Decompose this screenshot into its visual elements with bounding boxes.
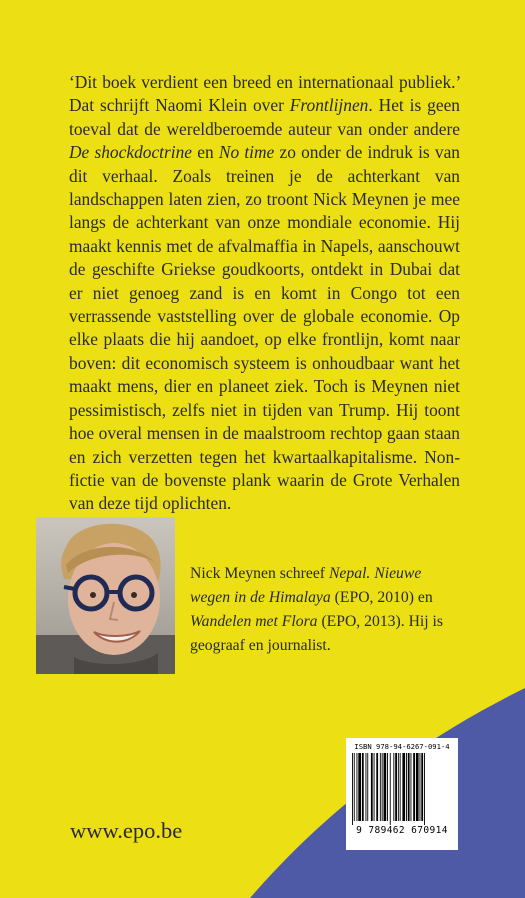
website-link[interactable]: www.epo.be: [70, 818, 183, 843]
bio-text-1: Nick Meynen schreef: [190, 565, 329, 582]
blurb-text-2: . Het is geen toeval dat de wereldberoemde auteur van onder andere: [69, 95, 460, 139]
barcode-bar: [413, 753, 415, 821]
barcode-bar: [354, 753, 355, 821]
blurb-quote: ‘Dit boek verdient een breed en internationaal publiek.’: [69, 72, 460, 92]
barcode-number: 9 789462 670914: [356, 825, 448, 836]
barcode-bar: [411, 753, 412, 821]
bio-text-2: (EPO, 2010) en: [330, 589, 433, 606]
barcode-bar: [420, 753, 421, 821]
blurb-text: [69, 71, 460, 516]
barcode-bar: [402, 753, 405, 821]
barcode-bar: [366, 753, 367, 821]
barcode-bar: [371, 753, 373, 821]
barcode-bar: [424, 753, 425, 825]
barcode-bar: [416, 753, 419, 821]
author-bio: [190, 562, 458, 658]
barcode-bar: [406, 753, 407, 821]
barcode-bar: [398, 753, 399, 821]
author-portrait-illustration: [36, 517, 175, 674]
barcode-bar: [362, 753, 364, 821]
barcode-bar: [408, 753, 410, 821]
barcode-bar: [380, 753, 381, 821]
book-title-nepal: Nepal. Nieuwe wegen in de Himalaya: [190, 565, 422, 606]
barcode-bar: [393, 753, 394, 821]
bio-text-3: (EPO, 2013). Hij is geograaf en journalist.: [190, 613, 444, 654]
barcode-bar: [387, 753, 388, 821]
book-title-shockdoctrine: De shockdoctrine: [69, 142, 193, 163]
barcode-bar: [367, 753, 368, 821]
barcode-bar: [357, 753, 358, 821]
blurb-text-4: zo onder de indruk is van dit verhaal. Zoals treinen je de achterkant van landschappen laten zien, zo troont Nick Meynen je mee langs de achterkant van onze mondiale economie. Hij maakt kennis met de afvalmaffia in Napels, aanschouwt de geschifte Griekse goudkoorts, ontdekt in Dubai dat er niet genoeg zand is en komt in Congo tot een verrassende vaststelling over de globale economie. Op elke plaats die hij aandoet, op elke frontlijn, komt naar boven: dit economisch systeem is onhoudbaar want het maakt mens, dier en planeet ziek. Toch is Meynen niet pessimistisch, zelfs niet in tijden van Trump. Hij toont hoe overal mensen in de maalstroom rechtop gaan staan en zich verzetten tegen het kwartaalkapitalisme. Non-fictie van de bovenste plank waarin de Grote Verhalen van deze tijd oplichten.: [69, 142, 460, 514]
author-photo: [36, 517, 175, 674]
blurb-text-3: en: [192, 142, 219, 163]
isbn-label: ISBN 978-94-6267-091-4: [354, 742, 450, 751]
barcode-bar: [390, 753, 391, 825]
barcode-bar: [374, 753, 375, 821]
barcode-bar: [358, 753, 361, 821]
barcode-bar: [352, 753, 353, 825]
barcode-bar: [400, 753, 401, 821]
barcode-bars: [351, 753, 453, 825]
book-title-frontlijnen: Frontlijnen: [289, 95, 369, 116]
book-title-wandelen-met-flora: Wandelen met Flora: [190, 613, 318, 630]
barcode-bar: [384, 753, 387, 821]
blurb-text-1: Dat schrijft Naomi Klein over: [69, 95, 290, 116]
book-title-no-time: No time: [218, 142, 275, 163]
barcode-bar: [376, 753, 378, 821]
barcode-bar: [382, 753, 383, 821]
barcode-bar: [395, 753, 397, 821]
isbn-barcode: [346, 738, 458, 850]
barcode-bar: [421, 753, 423, 821]
